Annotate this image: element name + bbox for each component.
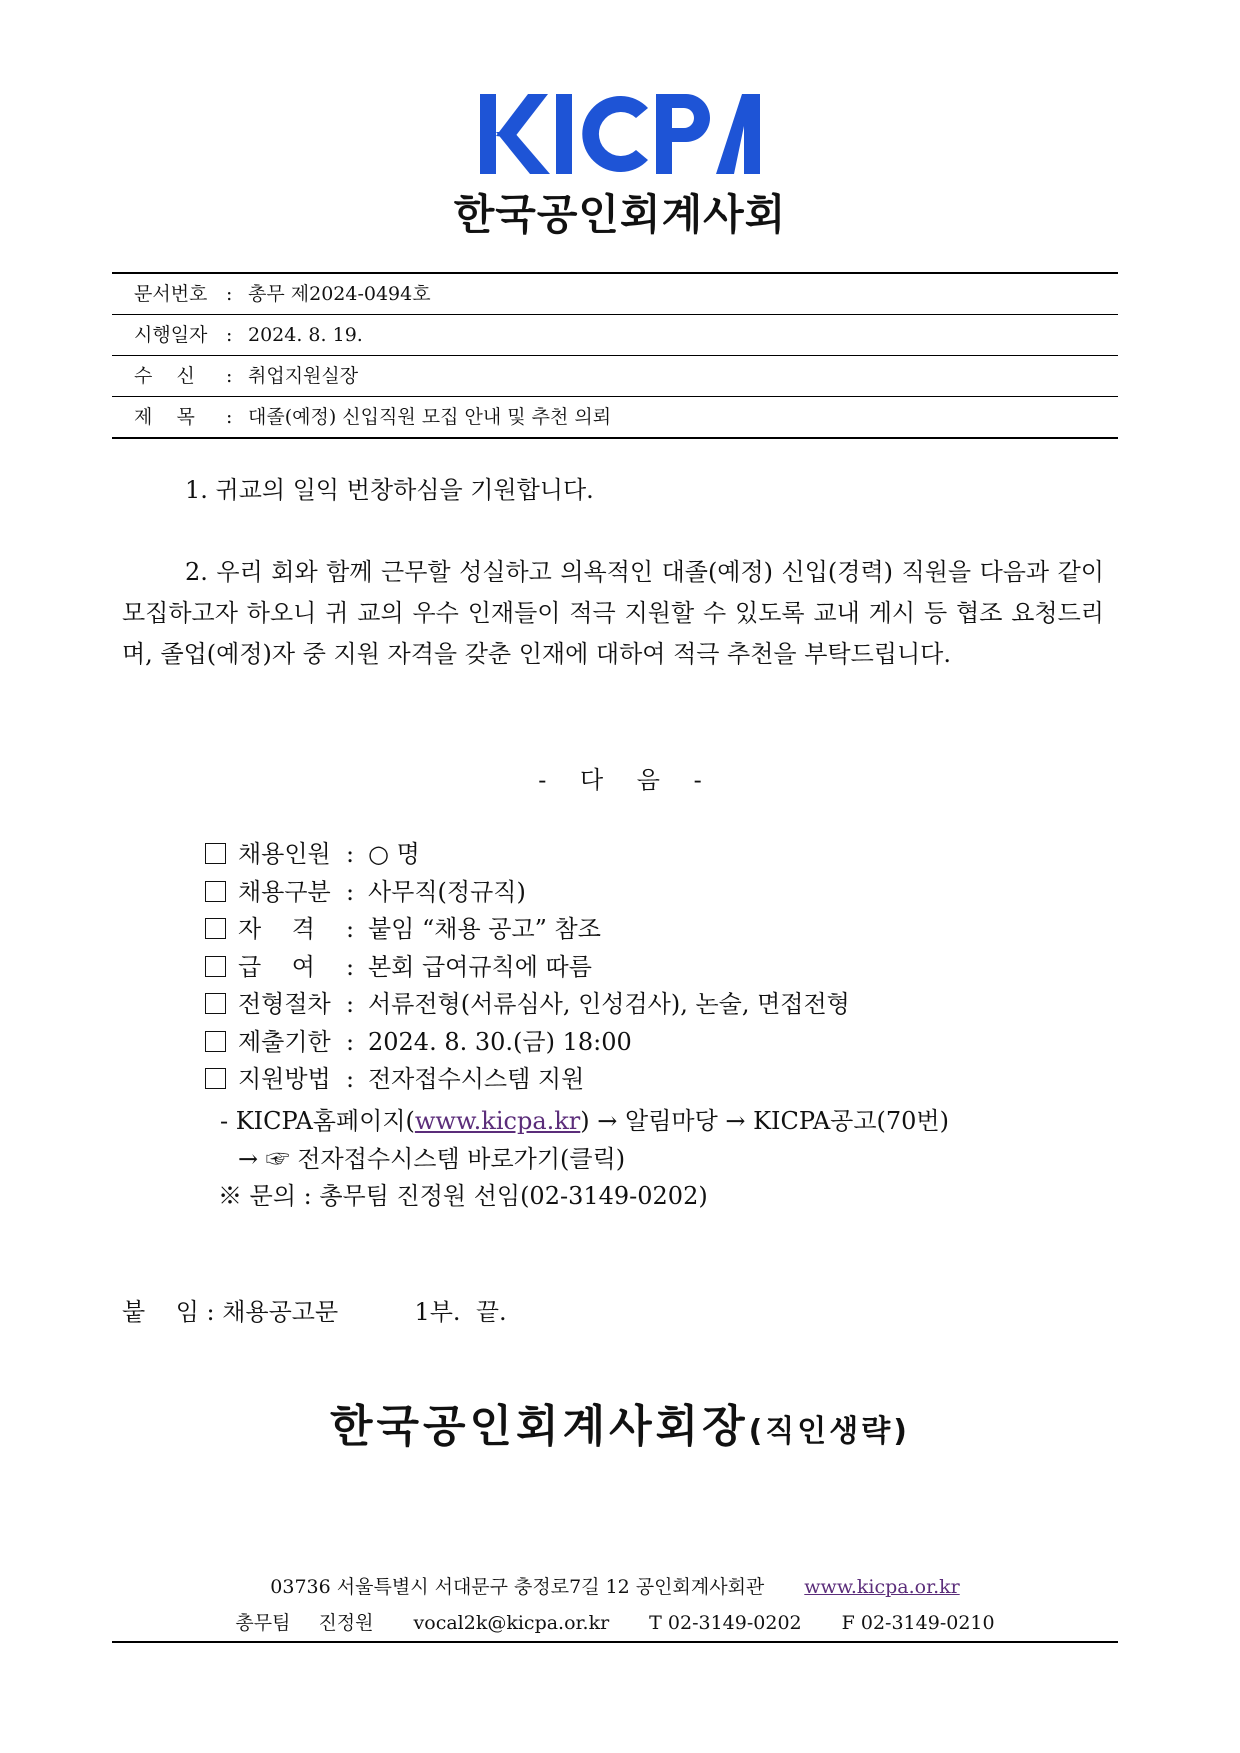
checkbox-icon <box>205 843 226 864</box>
date-row: 시행일자 : 2024. 8. 19. <box>112 315 1118 356</box>
sender-name: 한국공인회계사회장(직인생략) <box>330 1401 910 1452</box>
footer-team: 총무팀 <box>235 1612 291 1634</box>
footer-fax-label: F <box>841 1612 855 1634</box>
detail-item: 전형절차 : 서류전형(서류심사, 인성검사), 논술, 면접전형 <box>205 986 850 1024</box>
checkbox-icon <box>205 1068 226 1089</box>
footer-person: 진정원 <box>318 1612 374 1634</box>
footer-website-link[interactable]: www.kicpa.or.kr <box>804 1576 960 1598</box>
letterhead-logo <box>0 92 1240 242</box>
checkbox-icon <box>205 881 226 902</box>
doc-number-label: 문서번호 <box>134 283 208 305</box>
footer-contact-line <box>112 1608 1118 1643</box>
recipient-row: 수 신 : 취업지원실장 <box>112 356 1118 397</box>
seal-omitted: (직인생략) <box>748 1414 910 1449</box>
detail-item: 제출기한 : 2024. 8. 30.(금) 18:00 <box>205 1024 850 1062</box>
next-heading: - 다 음 - <box>538 766 702 794</box>
checkbox-icon <box>205 918 226 939</box>
apply-shortcut-line[interactable]: → ☞ 전자접수시스템 바로가기(클릭) <box>238 1145 626 1173</box>
apply-path-line: - KICPA홈페이지(www.kicpa.kr) → 알림마당 → KICPA공고(70번) <box>220 1107 949 1135</box>
paragraph-1: 1. 귀교의 일익 번창하심을 기원합니다. <box>185 476 594 504</box>
doc-number-value: 총무 제2024-0494호 <box>248 283 431 305</box>
checkbox-icon <box>205 956 226 977</box>
date-label: 시행일자 <box>134 324 208 346</box>
detail-item: 자 격 : 붙임 “채용 공고” 참조 <box>205 911 850 949</box>
recruitment-details <box>205 836 850 1099</box>
detail-item: 급 여 : 본회 급여규칙에 따름 <box>205 949 850 987</box>
recipient-value: 취업지원실장 <box>248 365 359 387</box>
checkbox-icon <box>205 1031 226 1052</box>
attachment-count: 1부. 끝. <box>414 1298 507 1326</box>
detail-item: 지원방법 : 전자접수시스템 지원 <box>205 1061 850 1099</box>
footer-tel: 02-3149-0202 <box>667 1612 802 1634</box>
document-meta-table <box>112 272 1118 439</box>
date-value: 2024. 8. 19. <box>248 324 363 346</box>
paragraph-2: 2. 우리 회와 함께 근무할 성실하고 의욕적인 대졸(예정) 신입(경력) 직원을 다음과 같이 모집하고자 하오니 귀 교의 우수 인재들이 적극 지원할 수 있도록 교내 게시 등 협조 요청드리며, 졸업(예정)자 중 지원 자격을 갖춘 인재에 대하여 적극 추천을 부탁드립니다. <box>122 558 1104 668</box>
subject-value: 대졸(예정) 신입직원 모집 안내 및 추천 의뢰 <box>248 406 612 428</box>
kicpa-homepage-link[interactable]: www.kicpa.kr <box>414 1107 581 1135</box>
doc-number-row: 문서번호 : 총무 제2024-0494호 <box>112 274 1118 315</box>
attachment-line: 붙 임 : 채용공고문 1부. 끝. <box>122 1298 507 1326</box>
attachment-label: 붙 임 <box>122 1298 199 1326</box>
kicpa-logo-mark <box>480 92 760 176</box>
footer-fax: 02-3149-0210 <box>860 1612 995 1634</box>
footer-tel-label: T <box>649 1612 662 1634</box>
checkbox-icon <box>205 993 226 1014</box>
attachment-name: 채용공고문 <box>222 1298 339 1326</box>
contact-line: ※ 문의 : 총무팀 진정원 선임(02-3149-0202) <box>218 1182 708 1210</box>
detail-item: 채용인원 : ○ 명 <box>205 836 850 874</box>
subject-row: 제 목 : 대졸(예정) 신입직원 모집 안내 및 추천 의뢰 <box>112 397 1118 437</box>
footer-address-line <box>112 1572 1118 1599</box>
subject-label: 제 목 <box>134 406 195 428</box>
recipient-label: 수 신 <box>134 365 195 387</box>
organization-name: 한국공인회계사회 <box>453 190 787 239</box>
detail-item: 채용구분 : 사무직(정규직) <box>205 874 850 912</box>
footer-address: 03736 서울특별시 서대문구 충정로7길 12 공인회계사회관 <box>270 1576 765 1598</box>
footer-email: vocal2k@kicpa.or.kr <box>413 1612 610 1634</box>
